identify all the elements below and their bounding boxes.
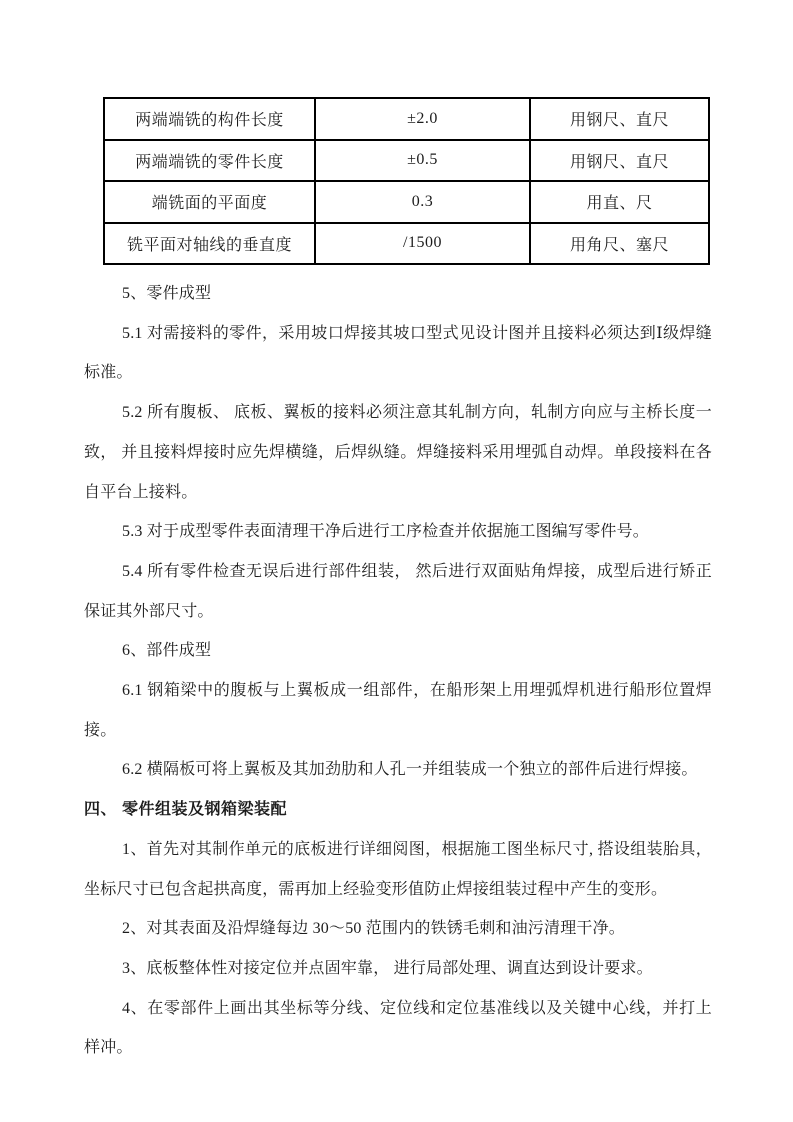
- paragraph-5-4: 5.4 所有零件检查无误后进行部件组装， 然后进行双面贴角焊接，成型后进行矫正保证其外部尺寸。: [84, 562, 712, 620]
- table-cell-method: 用角尺、塞尺: [530, 223, 709, 265]
- paragraph-5-1: 5.1 对需接料的零件，采用坡口焊接其坡口型式见设计图并且接料必须达到Ⅰ级焊缝标准。: [84, 324, 712, 382]
- paragraph-assembly-3: 3、底板整体性对接定位并点固牢靠， 进行局部处理、调直达到设计要求。: [122, 959, 653, 977]
- tolerance-table: [103, 97, 710, 265]
- table-row: [104, 98, 709, 140]
- paragraph-6: 6、部件成型: [122, 642, 212, 660]
- table-row: [104, 181, 709, 223]
- table-cell-item: 端铣面的平面度: [104, 181, 315, 223]
- table-row: [104, 223, 709, 265]
- paragraph-5-3: 5.3 对于成型零件表面清理干净后进行工序检查并依据施工图编写零件号。: [122, 523, 650, 541]
- table-cell-item: 铣平面对轴线的垂直度: [104, 223, 315, 265]
- paragraph-5-2: 5.2 所有腹板、 底板、翼板的接料必须注意其轧制方向，轧制方向应与主桥长度一致， 并且接料焊接时应先焊横缝，后焊纵缝。焊缝接料采用埋弧自动焊。单段接料在各自平台上接料。: [84, 404, 712, 501]
- table-cell-method: 用直、尺: [530, 181, 709, 223]
- table-row: [104, 140, 709, 182]
- table-cell-tolerance: ±0.5: [315, 140, 530, 182]
- paragraph-assembly-4: 4、在零部件上画出其坐标等分线、定位线和定位基准线以及关键中心线，并打上样冲。: [84, 999, 712, 1057]
- paragraph-5: 5、零件成型: [122, 285, 212, 302]
- table-cell-tolerance: 0.3: [315, 181, 530, 223]
- paragraph-assembly-1: 1、首先对其制作单元的底板进行详细阅图，根据施工图坐标尺寸, 搭设组装胎具， 坐标尺寸已包含起拱高度，需再加上经验变形值防止焊接组装过程中产生的变形。: [84, 840, 712, 898]
- table-cell-tolerance: /1500: [315, 223, 530, 265]
- table-cell-method: 用钢尺、直尺: [530, 98, 709, 140]
- paragraph-6-2: 6.2 横隔板可将上翼板及其加劲肋和人孔一并组装成一个独立的部件后进行焊接。: [122, 761, 698, 779]
- paragraph-6-1: 6.1 钢箱梁中的腹板与上翼板成一组部件，在船形架上用埋弧焊机进行船形位置焊接。: [84, 682, 712, 739]
- document-body: [84, 274, 712, 1068]
- table-cell-item: 两端端铣的构件长度: [104, 98, 315, 140]
- table-cell-tolerance: ±2.0: [315, 98, 530, 140]
- table-cell-method: 用钢尺、直尺: [530, 140, 709, 182]
- paragraph-assembly-2: 2、对其表面及沿焊缝每边 30～50 范围内的铁锈毛刺和油污清理干净。: [122, 920, 626, 938]
- section-heading-4: 四、 零件组装及钢箱梁装配: [84, 801, 287, 819]
- table-cell-item: 两端端铣的零件长度: [104, 140, 315, 182]
